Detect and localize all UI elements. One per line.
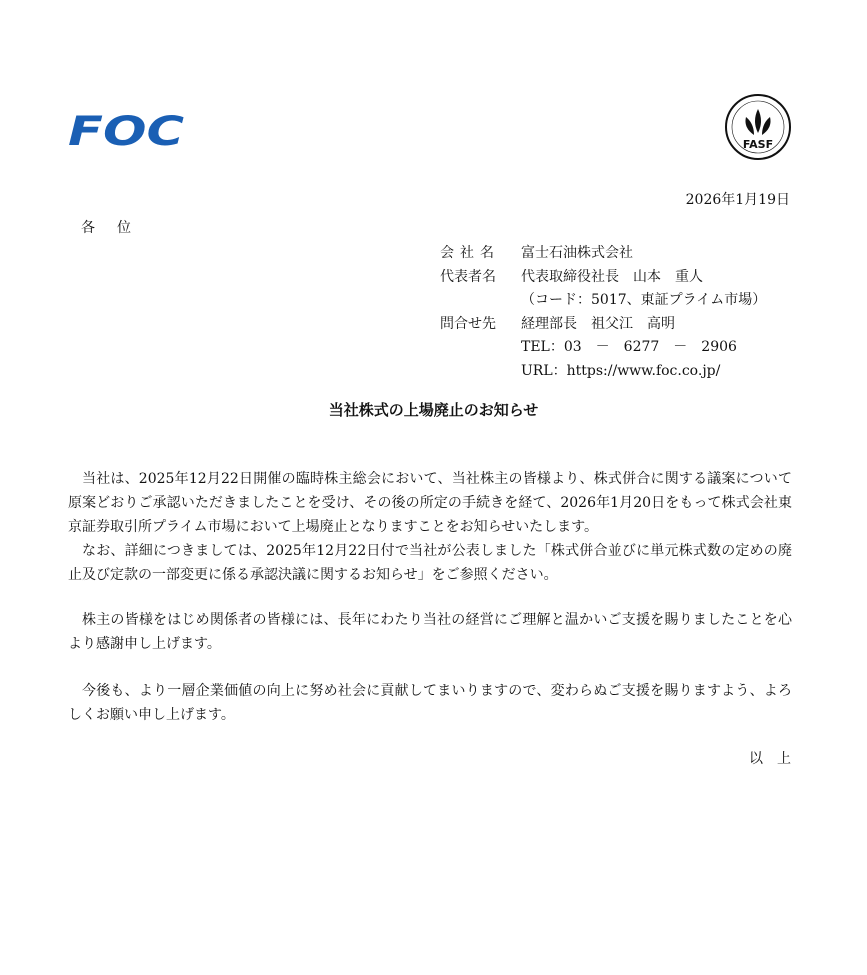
body-section-1: [68, 467, 792, 587]
body-paragraph-2: なお、詳細につきましては、2025年12月22日付で当社が公表しました「株式併合並びに単元株式数の定めの廃止及び定款の一部変更に係る承認決議に関するお知らせ」をご参照ください。: [68, 543, 792, 583]
body-paragraph-1: 当社は、2025年12月22日開催の臨時株主総会において、当社株主の皆様より、株式併合に関する議案について原案どおりご承認いただきましたことを受け、その後の所定の手続きを経て、2026年1月20日をもって株式会社東京証券取引所プライム市場において上場廃止となりますことをお知らせいたします。: [68, 471, 792, 535]
document-date: 2026年1月19日: [685, 192, 790, 208]
contact-url: URL：https://www.foc.co.jp/: [521, 362, 721, 379]
body-paragraph-4: 今後も、より一層企業価値の向上に努め社会に貢献してまいりますので、変わらぬご支援を賜りますよう、よろしくお願い申し上げます。: [68, 683, 792, 723]
body-section-2: [68, 608, 792, 656]
company-label: 会社名: [440, 245, 500, 261]
representative-name: 代表取締役社長 山本 重人: [521, 268, 703, 285]
closing-mark: 以上: [749, 751, 805, 767]
foc-logo: [68, 112, 186, 148]
fasf-seal-icon: [724, 93, 792, 161]
contact-label: 問合せ先: [440, 315, 496, 332]
company-name: 富士石油株式会社: [521, 245, 633, 261]
body-section-3: [68, 679, 792, 727]
seal-text: FASF: [742, 138, 774, 151]
company-info: [440, 242, 766, 383]
body-paragraph-3: 株主の皆様をはじめ関係者の皆様には、長年にわたり当社の経営にご理解と温かいご支援を賜りましたことを心より感謝申し上げます。: [68, 612, 792, 652]
representative-label: 代表者名: [440, 268, 496, 285]
logo-text: FOC: [68, 112, 184, 148]
contact-person: 経理部長 祖父江 高明: [521, 315, 675, 332]
stock-code: （コード：5017、東証プライム市場）: [521, 292, 767, 308]
notice-title: 当社株式の上場廃止のお知らせ: [328, 401, 539, 419]
contact-tel: TEL：03 － 6277 － 2906: [521, 339, 737, 355]
addressee: 各位: [81, 220, 153, 236]
